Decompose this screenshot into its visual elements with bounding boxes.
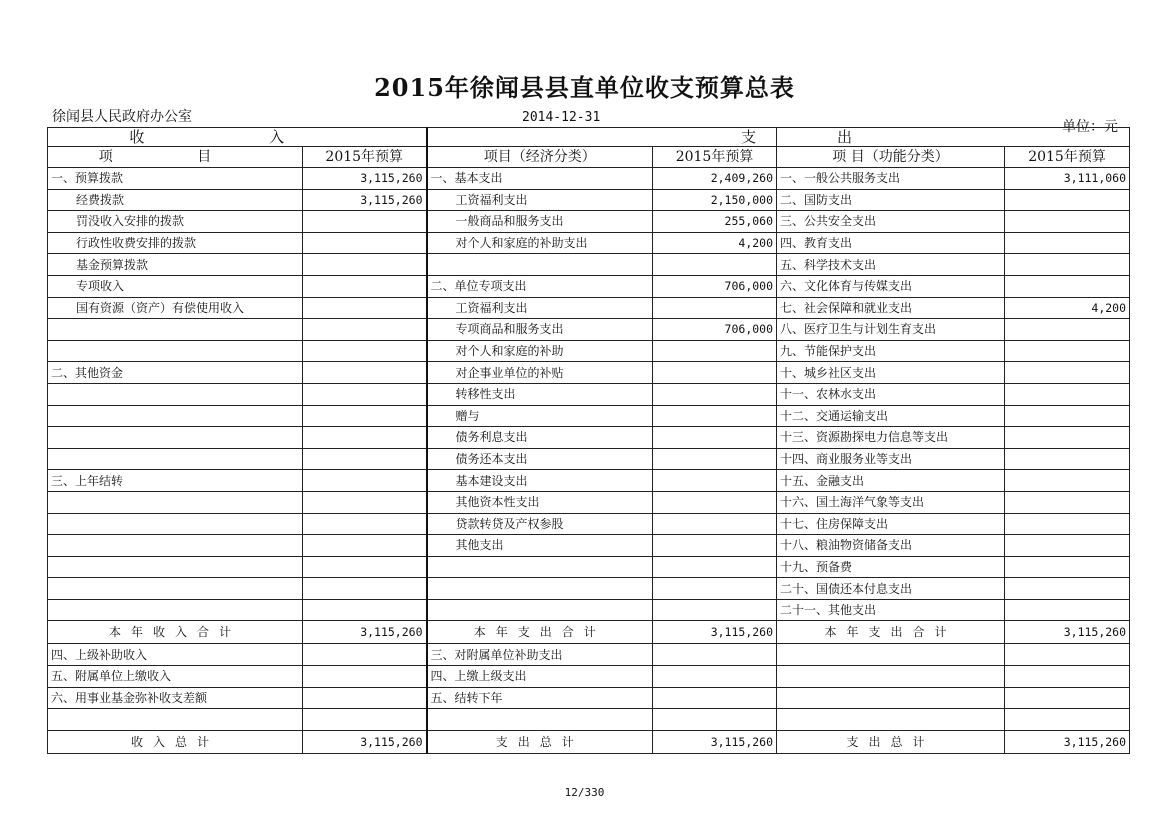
income-budget-value (303, 275, 427, 297)
income-budget-value (303, 362, 427, 384)
econ-budget-value (653, 513, 777, 535)
income-budget-value (303, 383, 427, 405)
income-item: 行政性收费安排的拨款 (48, 232, 303, 254)
econ-item: 其他支出 (427, 535, 653, 557)
func-budget-value (1005, 232, 1130, 254)
econ-item: 一般商品和服务支出 (427, 211, 653, 233)
income-budget-value (303, 405, 427, 427)
income-budget-value: 3,115,260 (303, 189, 427, 211)
income-section-header: 收 入 (48, 128, 427, 147)
income-item (48, 578, 303, 600)
econ-budget-value (653, 599, 777, 621)
func-budget-value (1005, 470, 1130, 492)
func-item (777, 709, 1005, 731)
econ-item: 工资福利支出 (427, 297, 653, 319)
table-row (48, 535, 1130, 557)
func-item: 十七、住房保障支出 (777, 513, 1005, 535)
income-item (48, 448, 303, 470)
table-row (48, 362, 1130, 384)
table-row (48, 383, 1130, 405)
income-item: 专项收入 (48, 275, 303, 297)
income-item (48, 535, 303, 557)
income-item (48, 556, 303, 578)
page-number: 12/330 (564, 786, 605, 799)
income-budget-value (303, 709, 427, 731)
econ-item: 工资福利支出 (427, 189, 653, 211)
func-budget-value (1005, 427, 1130, 449)
func-budget-value (1005, 275, 1130, 297)
income-budget-value (303, 578, 427, 600)
income-item (48, 383, 303, 405)
func-budget-value (1005, 578, 1130, 600)
func-budget-value (1005, 319, 1130, 341)
income-item-header: 项 目 (48, 147, 303, 168)
func-total-value: 3,115,260 (1005, 621, 1130, 644)
func-total-label: 本年支出合计 (777, 621, 1005, 644)
expenditure-section-header-left: 支 (427, 128, 777, 147)
income-item (48, 319, 303, 341)
income-budget-value (303, 232, 427, 254)
econ-budget-value: 706,000 (653, 275, 777, 297)
econ-budget-value (653, 556, 777, 578)
table-row (48, 470, 1130, 492)
func-budget-value (1005, 383, 1130, 405)
econ-total-value: 3,115,260 (653, 621, 777, 644)
func-item: 五、科学技术支出 (777, 254, 1005, 276)
econ-item: 对企事业单位的补贴 (427, 362, 653, 384)
func-budget-value (1005, 211, 1130, 233)
income-budget-value (303, 644, 427, 666)
table-row (48, 666, 1130, 688)
income-budget-value (303, 513, 427, 535)
func-item (777, 687, 1005, 709)
func-item: 十、城乡社区支出 (777, 362, 1005, 384)
income-budget-value (303, 211, 427, 233)
econ-budget-value (653, 666, 777, 688)
income-item (48, 513, 303, 535)
func-item (777, 666, 1005, 688)
func-budget-value (1005, 362, 1130, 384)
econ-budget-value: 706,000 (653, 319, 777, 341)
econ-item: 对个人和家庭的补助 (427, 340, 653, 362)
econ-budget-value: 255,060 (653, 211, 777, 233)
econ-budget-value (653, 470, 777, 492)
econ-budget-value (653, 340, 777, 362)
econ-item (427, 254, 653, 276)
table-row (48, 232, 1130, 254)
budget-table-body (48, 128, 1130, 754)
table-row (48, 556, 1130, 578)
income-budget-value (303, 254, 427, 276)
func-budget-value (1005, 709, 1130, 731)
func-budget-value (1005, 448, 1130, 470)
func-item: 十八、粮油物资储备支出 (777, 535, 1005, 557)
report-date: 2014-12-31 (522, 110, 601, 125)
func-item: 十六、国土海洋气象等支出 (777, 491, 1005, 513)
table-row (48, 254, 1130, 276)
grand-total-row (48, 730, 1130, 753)
page-title: 2015年徐闻县县直单位收支预算总表 (374, 73, 795, 102)
econ-total-value: 3,115,260 (653, 730, 777, 753)
income-item (48, 340, 303, 362)
income-budget-value (303, 687, 427, 709)
func-budget-value (1005, 599, 1130, 621)
table-row (48, 168, 1130, 190)
func-total-label: 支出总计 (777, 730, 1005, 753)
econ-item: 二、单位专项支出 (427, 275, 653, 297)
income-item (48, 427, 303, 449)
income-budget-header: 2015年预算 (303, 147, 427, 168)
income-budget-value (303, 319, 427, 341)
econ-budget-value (653, 427, 777, 449)
econ-budget-value: 2,150,000 (653, 189, 777, 211)
expenditure-section-header-right: 出 (777, 128, 1130, 147)
income-budget-value (303, 599, 427, 621)
header-row-columns (48, 147, 1130, 168)
econ-item: 一、基本支出 (427, 168, 653, 190)
econ-item: 其他资本性支出 (427, 491, 653, 513)
func-item: 三、公共安全支出 (777, 211, 1005, 233)
econ-budget-header: 2015年预算 (653, 147, 777, 168)
func-budget-value (1005, 687, 1130, 709)
income-budget-value: 3,115,260 (303, 168, 427, 190)
func-item-header: 项 目（功能分类） (777, 147, 1005, 168)
income-item: 基金预算拨款 (48, 254, 303, 276)
table-row (48, 491, 1130, 513)
func-item: 二十、国债还本付息支出 (777, 578, 1005, 600)
econ-total-label: 本年支出合计 (427, 621, 653, 644)
income-item (48, 709, 303, 731)
func-budget-value (1005, 644, 1130, 666)
income-total-value: 3,115,260 (303, 730, 427, 753)
subtotal-row (48, 621, 1130, 644)
econ-budget-value: 2,409,260 (653, 168, 777, 190)
econ-item: 五、结转下年 (427, 687, 653, 709)
income-budget-value (303, 427, 427, 449)
func-item: 七、社会保障和就业支出 (777, 297, 1005, 319)
table-row (48, 297, 1130, 319)
func-budget-value (1005, 254, 1130, 276)
income-item: 六、用事业基金弥补收支差额 (48, 687, 303, 709)
table-row (48, 405, 1130, 427)
func-item: 十五、金融支出 (777, 470, 1005, 492)
func-budget-value (1005, 491, 1130, 513)
organization-name: 徐闻县人民政府办公室 (52, 109, 192, 125)
table-row (48, 427, 1130, 449)
econ-budget-value: 4,200 (653, 232, 777, 254)
econ-item: 债务利息支出 (427, 427, 653, 449)
table-row (48, 211, 1130, 233)
econ-item (427, 578, 653, 600)
econ-budget-value (653, 448, 777, 470)
func-item: 六、文化体育与传媒支出 (777, 275, 1005, 297)
func-item: 十九、预备费 (777, 556, 1005, 578)
func-item: 九、节能保护支出 (777, 340, 1005, 362)
table-row (48, 340, 1130, 362)
income-budget-value (303, 535, 427, 557)
econ-budget-value (653, 687, 777, 709)
func-item: 十三、资源勘探电力信息等支出 (777, 427, 1005, 449)
income-item (48, 405, 303, 427)
econ-item: 四、上缴上级支出 (427, 666, 653, 688)
econ-item: 专项商品和服务支出 (427, 319, 653, 341)
econ-budget-value (653, 578, 777, 600)
func-budget-value (1005, 340, 1130, 362)
func-item: 一、一般公共服务支出 (777, 168, 1005, 190)
func-budget-value (1005, 556, 1130, 578)
econ-item-header: 项目（经济分类） (427, 147, 653, 168)
budget-table (47, 127, 1130, 754)
econ-budget-value (653, 254, 777, 276)
income-item (48, 491, 303, 513)
func-budget-header: 2015年预算 (1005, 147, 1130, 168)
func-budget-value (1005, 189, 1130, 211)
income-total-value: 3,115,260 (303, 621, 427, 644)
table-row (48, 687, 1130, 709)
income-budget-value (303, 666, 427, 688)
income-item: 五、附属单位上缴收入 (48, 666, 303, 688)
func-item: 十二、交通运输支出 (777, 405, 1005, 427)
table-row (48, 709, 1130, 731)
income-item: 经费拨款 (48, 189, 303, 211)
income-item (48, 599, 303, 621)
income-budget-value (303, 491, 427, 513)
income-budget-value (303, 470, 427, 492)
income-item: 四、上级补助收入 (48, 644, 303, 666)
econ-budget-value (653, 383, 777, 405)
econ-budget-value (653, 709, 777, 731)
econ-item: 转移性支出 (427, 383, 653, 405)
econ-item (427, 599, 653, 621)
econ-total-label: 支出总计 (427, 730, 653, 753)
table-row (48, 448, 1130, 470)
econ-item: 赠与 (427, 405, 653, 427)
income-item: 二、其他资金 (48, 362, 303, 384)
econ-budget-value (653, 297, 777, 319)
econ-budget-value (653, 644, 777, 666)
func-item: 四、教育支出 (777, 232, 1005, 254)
currency-unit: 单位：元 (1062, 119, 1118, 135)
econ-item: 三、对附属单位补助支出 (427, 644, 653, 666)
func-budget-value (1005, 513, 1130, 535)
table-row (48, 319, 1130, 341)
income-budget-value (303, 297, 427, 319)
header-row-section (48, 128, 1130, 147)
econ-item: 基本建设支出 (427, 470, 653, 492)
econ-item: 债务还本支出 (427, 448, 653, 470)
table-row (48, 189, 1130, 211)
econ-budget-value (653, 535, 777, 557)
func-budget-value: 4,200 (1005, 297, 1130, 319)
income-item: 三、上年结转 (48, 470, 303, 492)
econ-budget-value (653, 491, 777, 513)
income-budget-value (303, 448, 427, 470)
income-total-label: 本年收入合计 (48, 621, 303, 644)
econ-item (427, 709, 653, 731)
econ-item: 对个人和家庭的补助支出 (427, 232, 653, 254)
func-item: 二、国防支出 (777, 189, 1005, 211)
econ-item: 贷款转贷及产权参股 (427, 513, 653, 535)
table-row (48, 644, 1130, 666)
econ-budget-value (653, 405, 777, 427)
table-row (48, 578, 1130, 600)
econ-budget-value (653, 362, 777, 384)
func-total-value: 3,115,260 (1005, 730, 1130, 753)
income-item: 国有资源（资产）有偿使用收入 (48, 297, 303, 319)
func-item: 二十一、其他支出 (777, 599, 1005, 621)
func-item: 八、医疗卫生与计划生育支出 (777, 319, 1005, 341)
func-budget-value (1005, 535, 1130, 557)
table-row (48, 513, 1130, 535)
func-budget-value (1005, 666, 1130, 688)
table-row (48, 599, 1130, 621)
econ-item (427, 556, 653, 578)
income-total-label: 收入总计 (48, 730, 303, 753)
income-item: 一、预算拨款 (48, 168, 303, 190)
income-budget-value (303, 340, 427, 362)
income-budget-value (303, 556, 427, 578)
func-item: 十一、农林水支出 (777, 383, 1005, 405)
func-item (777, 644, 1005, 666)
func-budget-value (1005, 405, 1130, 427)
income-item: 罚没收入安排的拨款 (48, 211, 303, 233)
table-row (48, 275, 1130, 297)
func-budget-value: 3,111,060 (1005, 168, 1130, 190)
func-item: 十四、商业服务业等支出 (777, 448, 1005, 470)
